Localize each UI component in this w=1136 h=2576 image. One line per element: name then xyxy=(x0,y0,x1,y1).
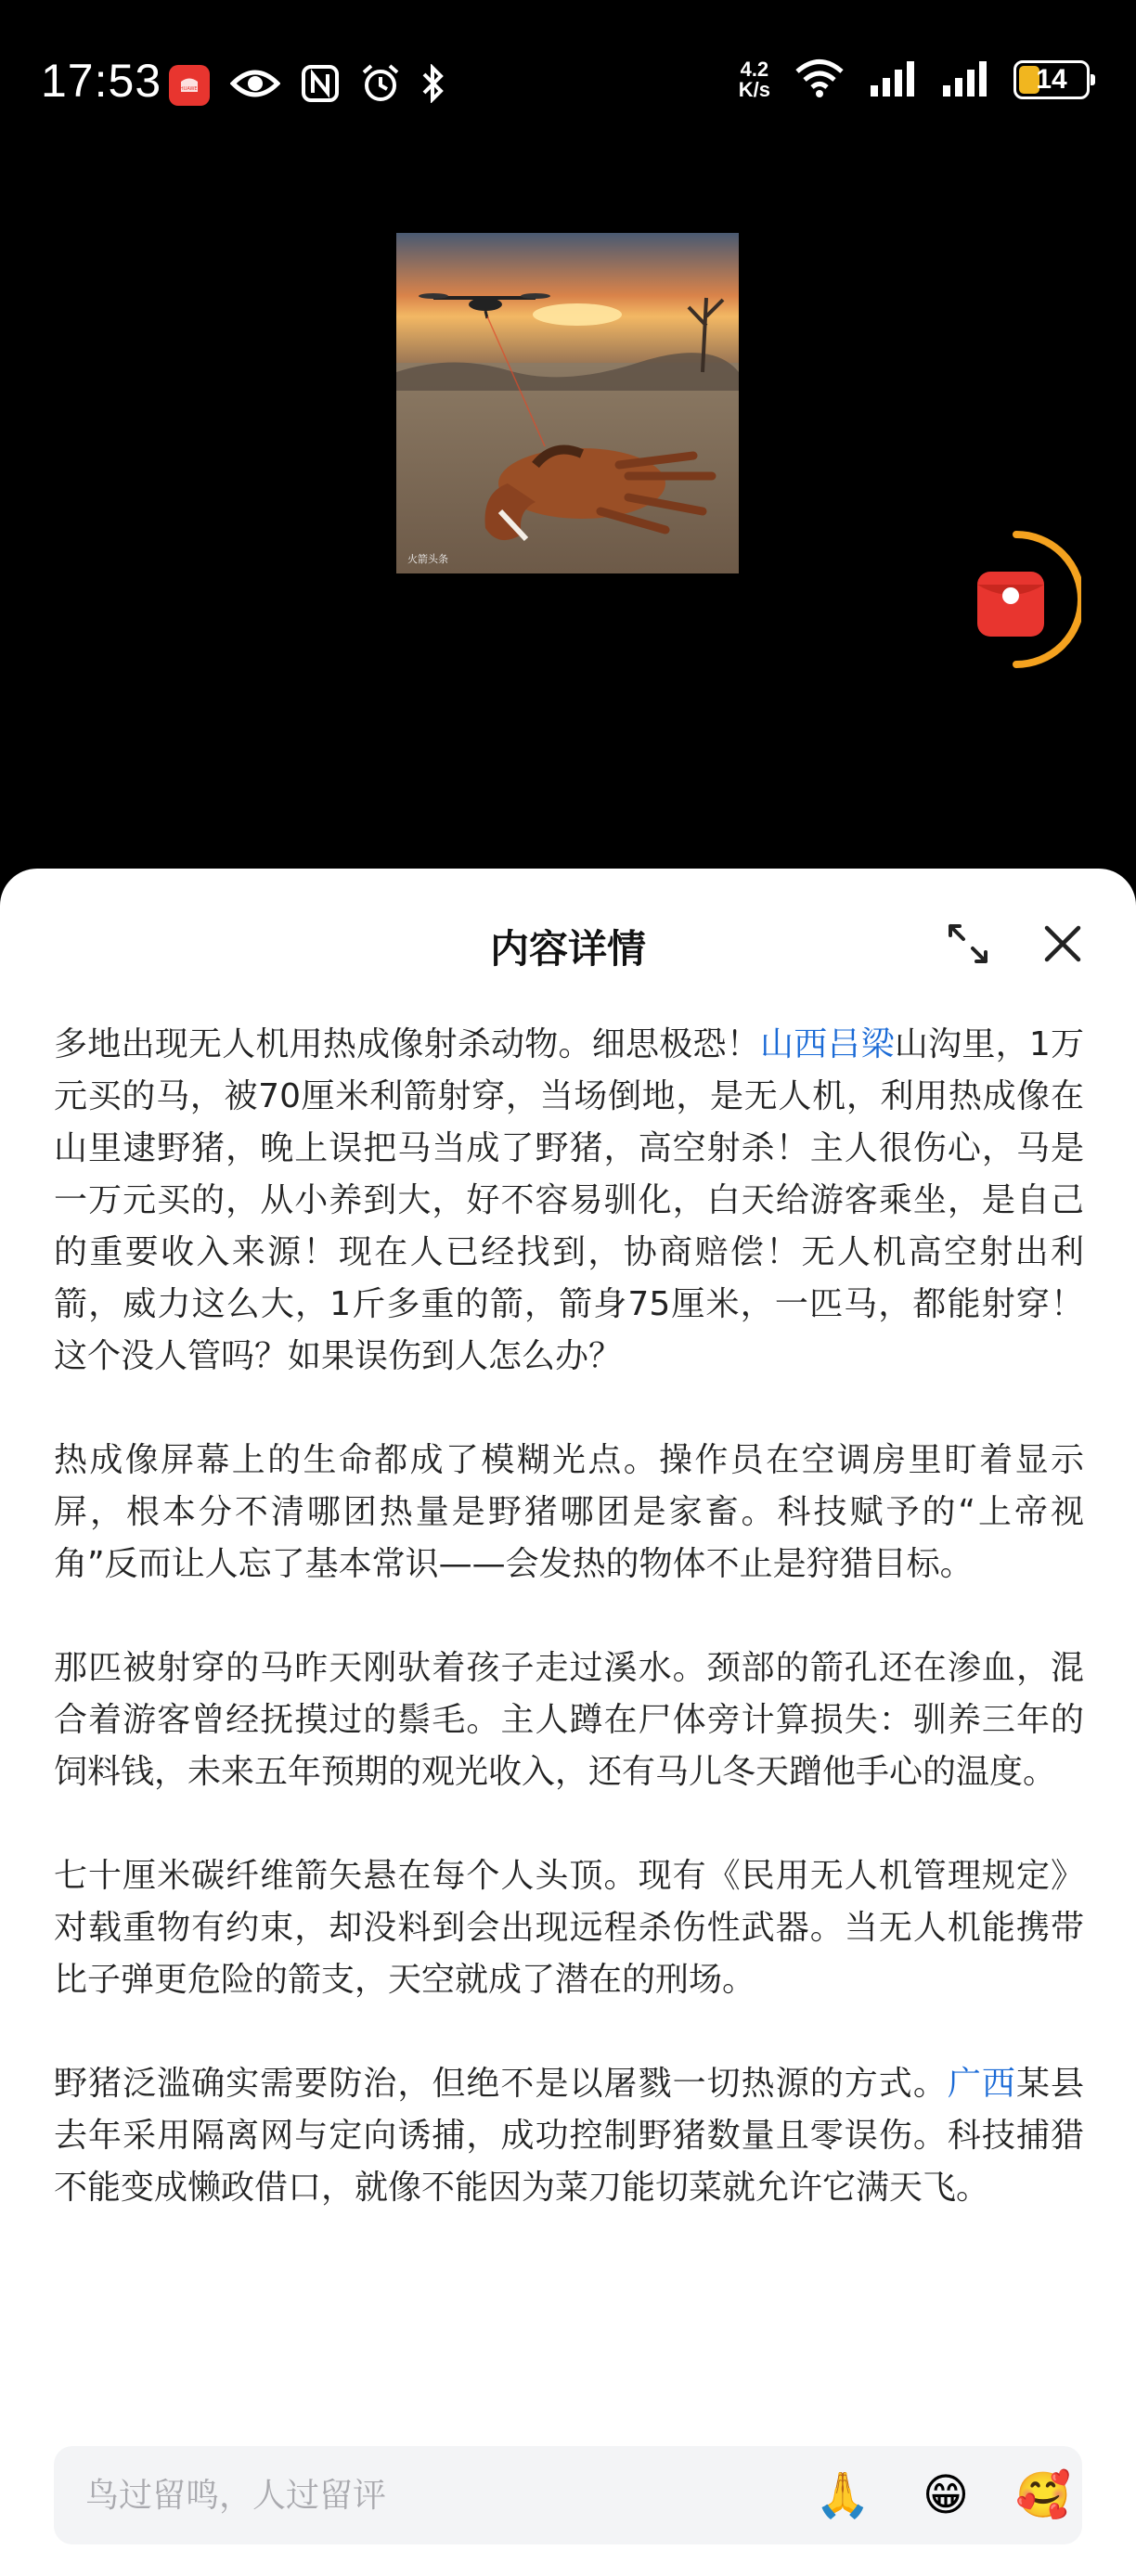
paragraph-text: 野猪泛滥确实需要防治，但绝不是以屠戮一切热源的方式。 xyxy=(54,2065,948,2103)
battery-level: 14 xyxy=(1036,64,1067,95)
battery-tip xyxy=(1091,74,1095,85)
network-speed-unit: K/s xyxy=(738,78,770,101)
article-paragraph-4: 七十厘米碳纤维箭矢悬在每个人头顶。现有《民用无人机管理规定》对载重物有约束，却没料到会出现远程杀伤性武器。当无人机能携带比子弹更危险的箭支，天空就成了潜在的刑场。 xyxy=(54,1857,1084,1999)
article-paragraph-5 xyxy=(54,2058,1084,2214)
battery-icon xyxy=(1013,60,1090,99)
paragraph-text: 山沟里，1万元买的马，被70厘米利箭射穿，当场倒地，是无人机，利用热成像在山里逮野猪，晚上误把马当成了野猪，高空射杀！主人很伤心，马是一万元买的，从小养到大，好不容易驯化，白天给游客乘坐，是自己的重要收入来源！现在人已经找到，协商赔偿！无人机高空射出利箭，威力这么大，1斤多重的箭，箭身75厘米，一匹马，都能射穿！这个没人管吗？如果误伤到人怎么办？ xyxy=(54,1025,1084,1375)
status-left-icons xyxy=(169,63,445,108)
content-sheet xyxy=(0,869,1136,2576)
image-watermark: 火箭头条 xyxy=(407,553,448,565)
rose-emoji-button[interactable]: 🥰 xyxy=(1015,2469,1071,2521)
network-speed-value: 4.2 xyxy=(740,58,769,81)
network-speed xyxy=(739,59,770,100)
huawei-app-icon xyxy=(169,65,210,106)
expand-button[interactable] xyxy=(945,921,991,967)
pray-emoji-button[interactable]: 🙏 xyxy=(815,2469,871,2521)
red-packet-button[interactable] xyxy=(961,531,1081,670)
eye-icon xyxy=(230,67,280,104)
grin-emoji-button[interactable]: 😁 xyxy=(922,2469,970,2521)
alarm-icon xyxy=(360,63,401,108)
bluetooth-icon xyxy=(421,64,445,107)
signal-icon-1 xyxy=(869,59,917,100)
topic-link-guangxi[interactable]: 广西 xyxy=(947,2065,1016,2103)
sheet-title: 内容详情 xyxy=(489,926,646,972)
paragraph-text: 某县去年采用隔离网与定向诱捕，成功控制野猪数量且零误伤。科技捕猎不能变成懒政借口，就像不能因为菜刀能切菜就允许它满天飞。 xyxy=(54,2065,1084,2207)
wifi-icon xyxy=(794,58,845,102)
article-body xyxy=(54,1019,1084,2266)
comment-bar xyxy=(54,2446,1082,2544)
close-icon xyxy=(1039,921,1086,967)
signal-icon-2 xyxy=(941,59,989,100)
topic-link-shanxi-lvliang[interactable]: 山西吕梁 xyxy=(759,1025,895,1063)
app-badge-text: HUAWEI xyxy=(179,86,200,92)
status-right-icons xyxy=(739,58,1090,102)
close-button[interactable] xyxy=(1039,921,1086,967)
status-time: 17:53 xyxy=(41,55,162,107)
article-paragraph-1 xyxy=(54,1019,1084,1383)
article-paragraph-2: 热成像屏幕上的生命都成了模糊光点。操作员在空调房里盯着显示屏，根本分不清哪团热量是野猪哪团是家畜。科技赋予的“上帝视角”反而让人忘了基本常识——会发热的物体不止是狩猎目标。 xyxy=(54,1441,1084,1583)
expand-icon xyxy=(945,921,991,967)
status-bar xyxy=(0,0,1136,167)
paragraph-text: 多地出现无人机用热成像射杀动物。细思极恐！ xyxy=(54,1025,760,1063)
nfc-icon xyxy=(301,64,340,107)
article-paragraph-3: 那匹被射穿的马昨天刚驮着孩子走过溪水。颈部的箭孔还在渗血，混合着游客曾经抚摸过的鬃毛。主人蹲在尸体旁计算损失：驯养三年的饲料钱，未来五年预期的观光收入，还有马儿冬天蹭他手心的温度。 xyxy=(54,1649,1084,1791)
comment-input[interactable] xyxy=(85,2446,735,2544)
article-image[interactable] xyxy=(396,233,739,573)
